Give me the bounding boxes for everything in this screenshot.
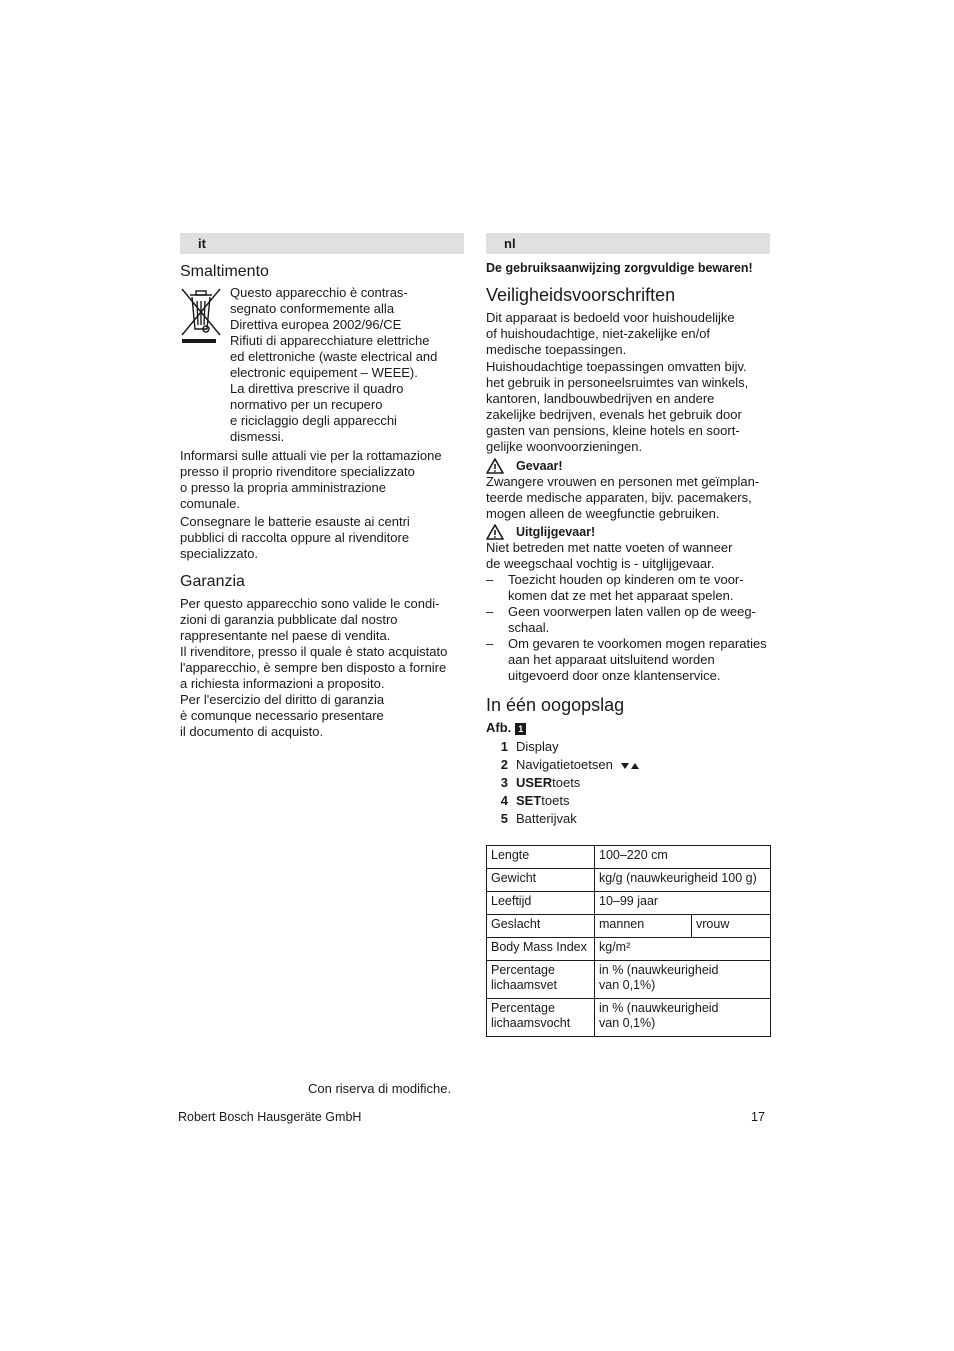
- text-line: comunale.: [180, 496, 240, 511]
- weee-line: Questo apparecchio è contras-: [230, 285, 408, 300]
- text-line: è comunque necessario presentare: [180, 708, 384, 723]
- text-line: zioni di garanzia pubblicate dal nostro: [180, 612, 398, 627]
- weee-line: ed elettroniche (waste electrical and: [230, 349, 438, 364]
- danger-label: Gevaar!: [516, 459, 563, 473]
- table-cell: [487, 999, 595, 1037]
- table-row: [487, 846, 771, 869]
- part-number: 3: [500, 775, 508, 790]
- slip-warning: [486, 524, 770, 540]
- text-line: medische toepassingen.: [486, 342, 627, 357]
- weee-line: dismessi.: [230, 429, 285, 444]
- part-label: toets: [552, 775, 581, 790]
- safety-paragraph-1: [486, 310, 770, 358]
- weee-text: [228, 285, 437, 445]
- part-number: 4: [500, 793, 508, 808]
- table-row: [487, 892, 771, 915]
- text-line: Dit apparaat is bedoeld voor huishoudelijke: [486, 310, 735, 325]
- list-item: [486, 792, 770, 810]
- part-number: 2: [500, 757, 508, 772]
- text-line: in % (nauwkeurigheid: [599, 963, 719, 977]
- text-line: kantoren, landbouwbedrijven en andere: [486, 391, 715, 406]
- table-cell: Gewicht: [487, 869, 595, 892]
- text-line: Percentage: [491, 1001, 555, 1015]
- text-line: gasten van pensions, kleine hotels en soort-: [486, 423, 740, 438]
- text-line: il documento di acquisto.: [180, 724, 324, 739]
- table-row: [487, 915, 771, 938]
- table-cell: [487, 961, 595, 999]
- text-line: schaal.: [508, 620, 550, 635]
- warranty-heading: Garanzia: [180, 573, 245, 590]
- weee-line: Rifiuti di apparecchiature elettriche: [230, 333, 430, 348]
- text-line: Per l'esercizio del diritto di garanzia: [180, 692, 385, 707]
- part-bold-label: USER: [516, 775, 553, 790]
- text-line: teerde medische apparaten, bijv. pacemakers,: [486, 490, 752, 505]
- disposal-paragraph-1: [180, 448, 464, 512]
- text-line: in % (nauwkeurigheid: [599, 1001, 719, 1015]
- text-line: lichaamsvocht: [491, 1016, 571, 1030]
- text-line: uitgevoerd door onze klantenservice.: [508, 668, 721, 683]
- text-line: l'apparecchio, è sempre ben disposto a fornire: [180, 660, 447, 675]
- weee-line: segnato conformemente alla: [230, 301, 395, 316]
- reserve-note: Con riserva di modifiche.: [308, 1081, 452, 1096]
- text-line: gelijke woonvoorzieningen.: [486, 439, 643, 454]
- part-label: Navigatietoetsen: [516, 757, 613, 772]
- warning-triangle-icon: [486, 524, 504, 540]
- text-line: de weegschaal vochtig is - uitglijgevaar.: [486, 556, 715, 571]
- list-item: [486, 604, 770, 636]
- slip-paragraph: [486, 540, 770, 572]
- safety-paragraph-2: [486, 359, 770, 455]
- part-number: 1: [500, 739, 508, 754]
- list-item: [486, 572, 770, 604]
- disposal-heading: Smaltimento: [180, 263, 269, 280]
- table-cell: Body Mass Index: [487, 938, 595, 961]
- part-label: toets: [541, 793, 570, 808]
- weee-line: electronic equipement – WEEE).: [230, 365, 418, 380]
- text-line: Zwangere vrouwen en personen met geïmplan-: [486, 474, 760, 489]
- keep-instructions-notice: De gebruiksaanwijzing zorgvuldige bewaren!: [486, 261, 753, 275]
- figure-reference: [486, 720, 770, 736]
- parts-list: [486, 738, 770, 828]
- text-line: mogen alleen de weegfunctie gebruiken.: [486, 506, 720, 521]
- text-line: zakelijke bedrijven, evenals het gebruik door: [486, 407, 742, 422]
- figure-label: Afb.: [486, 720, 512, 735]
- table-row: [487, 999, 771, 1037]
- list-item: [486, 774, 770, 792]
- overview-heading: In één oogopslag: [486, 695, 625, 715]
- text-line: rappresentante nel paese di vendita.: [180, 628, 391, 643]
- text-line: komen dat ze met het apparaat spelen.: [508, 588, 734, 603]
- table-cell: Lengte: [487, 846, 595, 869]
- text-line: Niet betreden met natte voeten of wanneer: [486, 540, 733, 555]
- slip-label: Uitglijgevaar!: [516, 525, 596, 539]
- part-label: Display: [516, 739, 559, 754]
- weee-line: Direttiva europea 2002/96/CE: [230, 317, 402, 332]
- crossed-out-bin-icon: [180, 285, 228, 445]
- table-cell: Leeftijd: [487, 892, 595, 915]
- danger-paragraph: [486, 474, 770, 522]
- text-line: presso il proprio rivenditore specializzato: [180, 464, 415, 479]
- text-line: – Geen voorwerpen laten vallen op de weeg-: [508, 604, 756, 619]
- table-cell: Geslacht: [487, 915, 595, 938]
- figure-number-box: 1: [515, 723, 526, 735]
- text-line: Consegnare le batterie esauste ai centri: [180, 514, 410, 529]
- text-line: Percentage: [491, 963, 555, 977]
- table-cell: kg/g (nauwkeurigheid 100 g): [595, 869, 771, 892]
- text-line: Per questo apparecchio sono valide le condi-: [180, 596, 440, 611]
- part-number: 5: [500, 811, 508, 826]
- text-line: of huishoudachtige, niet-zakelijke en/of: [486, 326, 711, 341]
- text-line: – Om gevaren te voorkomen mogen reparaties: [508, 636, 767, 651]
- table-row: [487, 938, 771, 961]
- text-line: Huishoudachtige toepassingen omvatten bijv.: [486, 359, 747, 374]
- weee-line: La direttiva prescrive il quadro: [230, 381, 404, 396]
- table-cell: [595, 961, 771, 999]
- table-cell: [595, 999, 771, 1037]
- spec-table: [486, 845, 771, 1037]
- list-item: [486, 738, 770, 756]
- disposal-paragraph-2: [180, 514, 464, 562]
- weee-block: [180, 285, 464, 445]
- text-line: het gebruik in personeelsruimtes van winkels,: [486, 375, 749, 390]
- table-row: [487, 961, 771, 999]
- page-number: 17: [751, 1110, 765, 1124]
- text-line: Il rivenditore, presso il quale è stato acquistato: [180, 644, 448, 659]
- table-row: [487, 869, 771, 892]
- text-line: lichaamsvet: [491, 978, 557, 992]
- language-tab-it: it: [180, 233, 464, 254]
- danger-warning: [486, 458, 770, 474]
- part-bold-label: SET: [516, 793, 542, 808]
- weee-line: e riciclaggio degli apparecchi: [230, 413, 397, 428]
- italian-column: [180, 233, 464, 740]
- warranty-paragraph: [180, 596, 464, 740]
- table-cell: 100–220 cm: [595, 846, 771, 869]
- text-line: o presso la propria amministrazione: [180, 480, 386, 495]
- list-item: [486, 756, 770, 774]
- text-line: pubblici di raccolta oppure al rivenditore: [180, 530, 410, 545]
- text-line: van 0,1%): [599, 978, 656, 992]
- safety-dash-list: [486, 572, 770, 684]
- list-item: [486, 810, 770, 828]
- safety-heading: Veiligheidsvoorschriften: [486, 285, 676, 305]
- language-tab-nl: nl: [486, 233, 770, 254]
- dutch-column: [486, 233, 770, 1037]
- text-line: specializzato.: [180, 546, 259, 561]
- table-cell: vrouw: [692, 915, 771, 938]
- weee-line: normativo per un recupero: [230, 397, 383, 412]
- table-cell: mannen: [595, 915, 692, 938]
- table-cell: kg/m²: [595, 938, 771, 961]
- text-line: Informarsi sulle attuali vie per la rottamazione: [180, 448, 442, 463]
- list-item: [486, 636, 770, 684]
- part-label: Batterijvak: [516, 811, 577, 826]
- table-cell: 10–99 jaar: [595, 892, 771, 915]
- down-up-arrows-icon: [619, 761, 645, 771]
- warning-triangle-icon: [486, 458, 504, 474]
- text-line: van 0,1%): [599, 1016, 656, 1030]
- text-line: aan het apparaat uitsluitend worden: [508, 652, 715, 667]
- company-name: Robert Bosch Hausgeräte GmbH: [178, 1110, 362, 1124]
- text-line: – Toezicht houden op kinderen om te voor-: [508, 572, 744, 587]
- text-line: a richiesta informazioni a proposito.: [180, 676, 385, 691]
